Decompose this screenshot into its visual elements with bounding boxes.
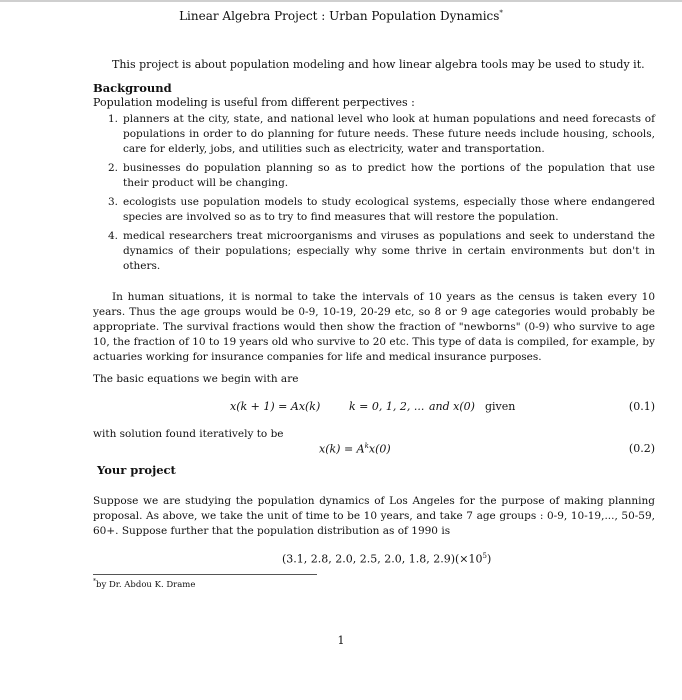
basic-equations-intro: The basic equations we begin with are	[93, 373, 299, 385]
intro-paragraph: This project is about population modeling and how linear algebra tools may be used to study it.	[112, 58, 645, 71]
equation-1-condition: k = 0, 1, 2, ...	[349, 400, 425, 413]
equation-1-lhs: x(k + 1) = Ax(k)	[230, 400, 321, 413]
list-item: 3. ecologists use population models to study ecological systems, especially those where endangered species are involved so as to try to find measures that will restore the population.	[108, 196, 655, 223]
page-number: 1	[337, 634, 345, 647]
equation-1-given: given	[485, 400, 516, 413]
top-border	[0, 0, 682, 2]
equation-0-2	[93, 442, 655, 458]
equation-1-number: (0.1)	[628, 400, 655, 413]
population-vector: (3.1, 2.8, 2.0, 2.5, 2.0, 1.8, $2.9)(\times 10^5)$	[282, 552, 492, 566]
equation-1-and: and x(0)	[429, 400, 475, 413]
equation-2: $x(k) = A^kx(0)$	[319, 442, 391, 456]
background-intro: Population modeling is useful from different perpectives :	[93, 96, 415, 109]
footnote-rule	[93, 574, 317, 575]
footnote: *by Dr. Abdou K. Drame	[93, 578, 196, 590]
equation-2-number: (0.2)	[628, 442, 655, 455]
background-heading: Background	[93, 81, 172, 95]
perspectives-list	[93, 112, 655, 278]
human-situations-paragraph: In human situations, it is normal to take the intervals of 10 years as the census is taken every 10 years. Thus the age groups would be 0-9, 10-19, 20-29 etc, so 8 or 9 age categories would probably be appropriate. The survival fractions would then show the fraction of "newborns" (0-9) who survive to age 10, the fraction of 10 to 19 years old who survive to 20 etc. This type of data is compiled, for example, by actuaries working for insurance companies for life and medical insurance purposes.	[93, 291, 655, 363]
solution-intro: with solution found iteratively to be	[93, 428, 284, 440]
your-project-paragraph: Suppose we are studying the population dynamics of Los Angeles for the purpose of making planning proposal. As above, we take the unit of time to be 10 years, and take 7 age groups : 0-9, 10-19,..., 50-59, 60+. Suppose further that the population distribution as of 1990 is	[93, 495, 655, 537]
page-title: Linear Algebra Project : Urban Population Dynamics*	[179, 9, 503, 23]
list-item: 1. planners at the city, state, and national level who look at human populations and need forecasts of populations in order to do planning for future needs. These future needs include housing, schools, care for elderly, jobs, and utilities such as electricity, water and transportation.	[108, 113, 655, 155]
list-item: 4. medical researchers treat microorganisms and viruses as populations and seek to understand the dynamics of their populations; especially why some thrive in certain environments but don't in others.	[108, 230, 655, 272]
your-project-heading: Your project	[97, 463, 176, 477]
equation-0-1	[93, 400, 655, 416]
list-item: 2. businesses do population planning so as to predict how the portions of the population that use their product will be changing.	[108, 162, 655, 189]
